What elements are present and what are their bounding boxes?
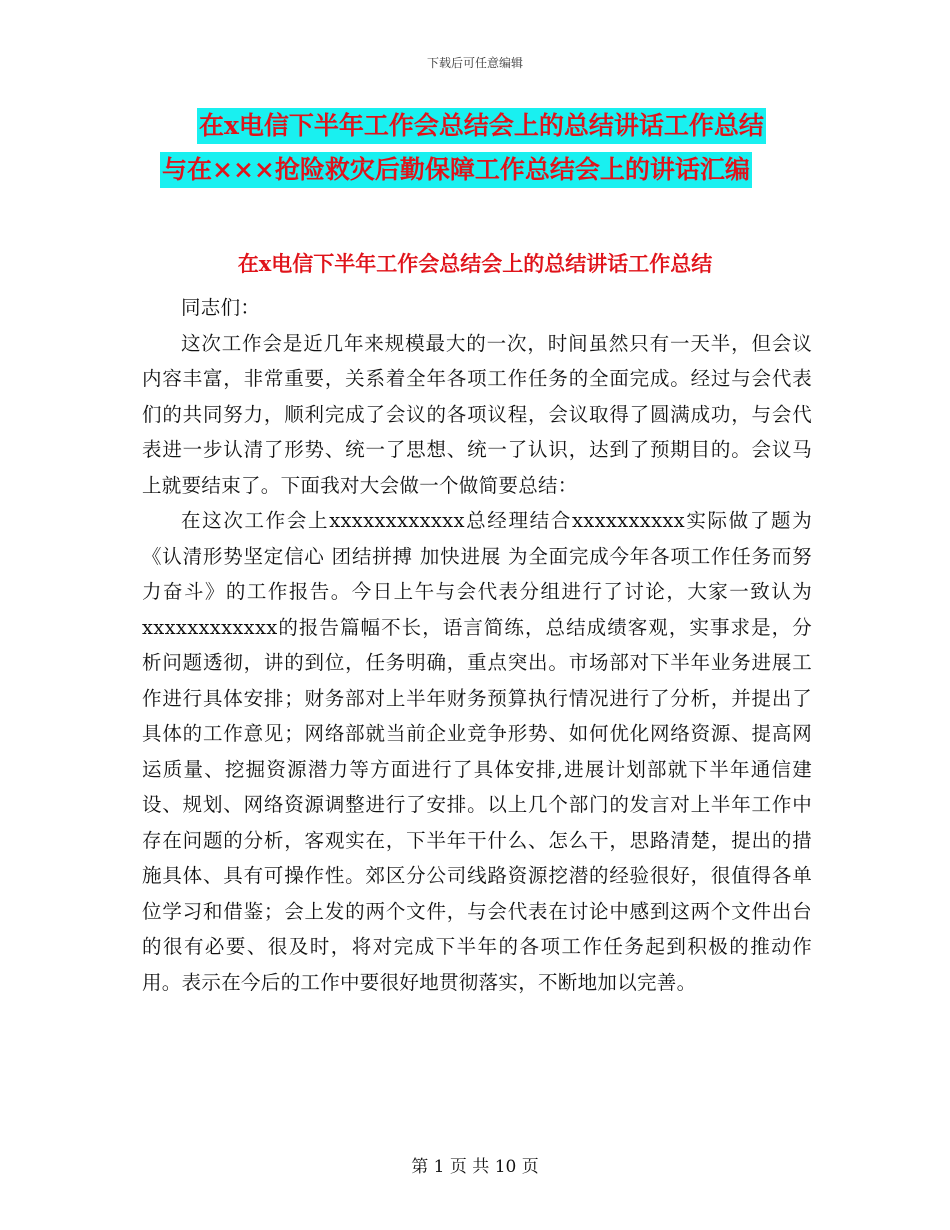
salutation: 同志们： [181,296,261,319]
page-number: 第 1 页 共 10 页 [411,1157,539,1177]
paragraph: 在这次工作会上xxxxxxxxxxxx总经理结合xxxxxxxxxx实际做了题为《认清形势坚定信心 团结拼搏 加快进展 为全面完成今年各项工作任务而努力奋斗》的工作报告。今日上午与会代表分组进行了讨论，大家一致认为xxxxxxxxxxxx的报告篇幅不长，语言简练，总结成绩客观，实事求是，分析问题透彻，讲的到位，任务明确，重点突出。市场部对下半年业务进展工作进行具体安排；财务部对上半年财务预算执行情况进行了分析，并提出了具体的工作意见；网络部就当前企业竞争形势、如何优化网络资源、提高网运质量、挖掘资源潜力等方面进行了具体安排,进展计划部就下半年通信建设、规划、网络资源调整进行了安排。以上几个部门的发言对上半年工作中存在问题的分析，客观实在，下半年干什么、怎么干，思路清楚，提出的措施具体、具有可操作性。郊区分公司线路资源挖潜的经验很好，很值得各单位学习和借鉴；会上发的两个文件，与会代表在讨论中感到这两个文件出台的很有必要、很及时，将对完成下半年的各项工作任务起到积极的推动作用。表示在今后的工作中要很好地贯彻落实，不断地加以完善。 [142,509,812,994]
title-line-1: 在x电信下半年工作会总结会上的总结讲话工作总结 [197,108,766,144]
paragraph: 这次工作会是近几年来规模最大的一次，时间虽然只有一天半，但会议内容丰富，非常重要，关系着全年各项工作任务的全面完成。经过与会代表们的共同努力，顺利完成了会议的各项议程，会议取得了圆满成功，与会代表进一步认清了形势、统一了思想、统一了认识，达到了预期目的。会议马上就要结束了。下面我对大会做一个做简要总结： [142,331,812,497]
title-line-2: 与在×××抢险救灾后勤保障工作总结会上的讲话汇编 [160,152,752,188]
section-title: 在x电信下半年工作会总结会上的总结讲话工作总结 [237,251,713,276]
document-body [142,290,812,1000]
header-note: 下载后可任意编辑 [426,56,523,70]
